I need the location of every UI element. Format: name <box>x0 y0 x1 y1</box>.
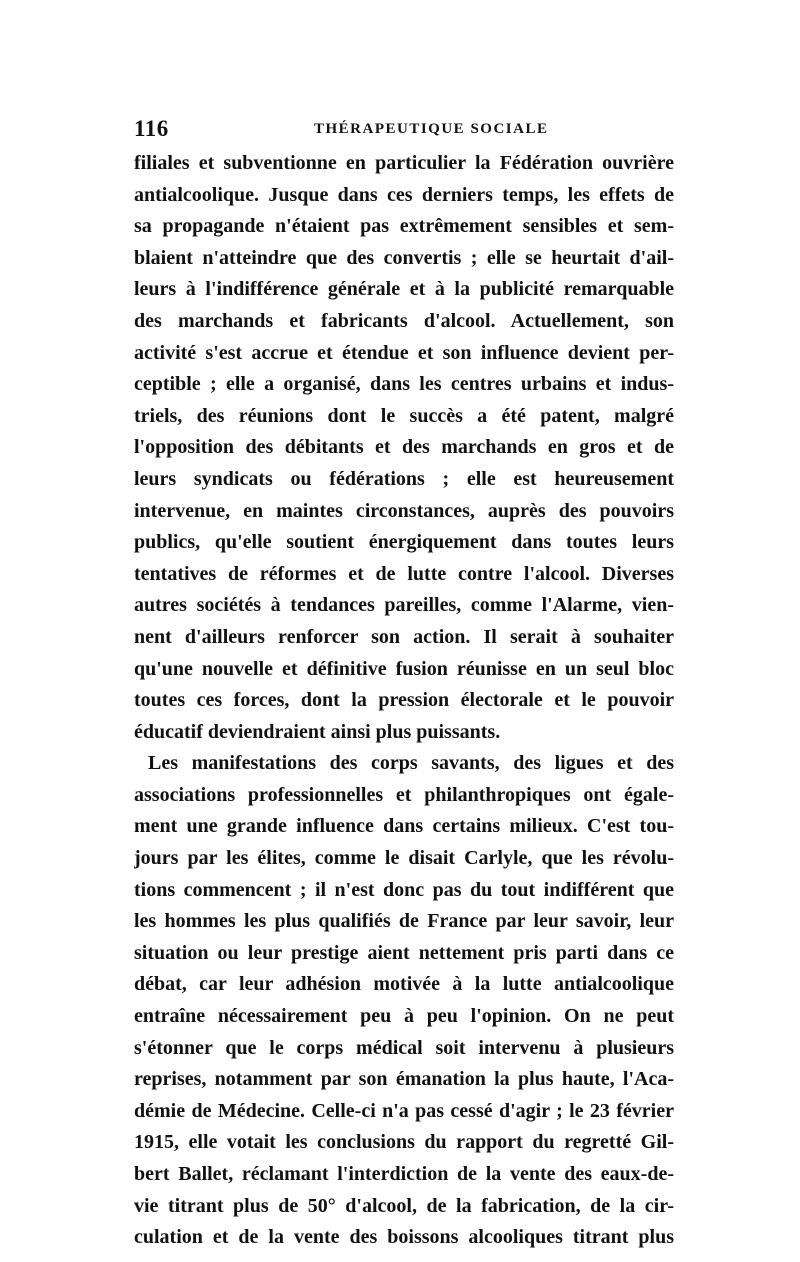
text-line: reprises, notamment par son émanation la plus haute, l'Aca- <box>134 1068 674 1091</box>
text-line: jours par les élites, comme le disait Carlyle, que les révolu- <box>134 847 674 870</box>
text-line: entraîne nécessairement peu à peu l'opinion. On ne peut <box>134 1005 674 1028</box>
text-line: situation ou leur prestige aient nettement pris parti dans ce <box>134 941 674 964</box>
text-line: les hommes les plus qualifiés de France par leur savoir, leur <box>134 910 674 933</box>
text-line: culation et de la vente des boissons alcooliques titrant plus <box>134 1226 674 1249</box>
text-line: qu'une nouvelle et définitive fusion réunisse en un seul bloc <box>134 657 674 680</box>
text-line: antialcoolique. Jusque dans ces derniers temps, les effets de <box>134 183 674 206</box>
text-line: activité s'est accrue et étendue et son influence devient per- <box>134 341 674 364</box>
text-line: nent d'ailleurs renforcer son action. Il serait à souhaiter <box>134 625 674 648</box>
text-line: leurs syndicats ou fédérations ; elle est heureusement <box>134 467 674 490</box>
text-line: ceptible ; elle a organisé, dans les centres urbains et indus- <box>134 373 674 396</box>
text-line: l'opposition des débitants et des marchands en gros et de <box>134 436 674 459</box>
text-line: sa propagande n'étaient pas extrêmement sensibles et sem- <box>134 215 674 238</box>
text-line: tentatives de réformes et de lutte contre l'alcool. Diverses <box>134 562 674 585</box>
text-line: intervenue, en maintes circonstances, auprès des pouvoirs <box>134 499 674 522</box>
text-line: leurs à l'indifférence générale et à la publicité remarquable <box>134 278 674 301</box>
running-header <box>134 116 674 144</box>
text-line: publics, qu'elle soutient énergiquement dans toutes leurs <box>134 531 674 554</box>
text-line: bert Ballet, réclamant l'interdiction de la vente des eaux-de- <box>134 1163 674 1185</box>
page-number: 116 <box>134 116 169 141</box>
text-line: filiales et subventionne en particulier la Fédération ouvrière <box>134 152 674 174</box>
text-line: 1915, elle votait les conclusions du rapport du regretté Gil- <box>134 1131 674 1154</box>
text-line: vie titrant plus de 50° d'alcool, de la fabrication, de la cir- <box>134 1194 674 1217</box>
text-line: Les manifestations des corps savants, des ligues et des <box>148 752 674 775</box>
text-line: démie de Médecine. Celle-ci n'a pas cessé d'agir ; le 23 février <box>134 1099 674 1122</box>
text-line: tions commencent ; il n'est donc pas du tout indifférent que <box>134 878 674 901</box>
text-line: s'étonner que le corps médical soit intervenu à plusieurs <box>134 1036 674 1059</box>
text-line: éducatif deviendraient ainsi plus puissants. <box>134 720 501 743</box>
text-line: toutes ces forces, dont la pression électorale et le pouvoir <box>134 689 674 712</box>
text-line: ment une grande influence dans certains milieux. C'est tou- <box>134 815 674 838</box>
text-line: autres sociétés à tendances pareilles, comme l'Alarme, vien- <box>134 594 674 617</box>
text-line: blaient n'atteindre que des convertis ; elle se heurtait d'ail- <box>134 246 674 269</box>
text-line: des marchands et fabricants d'alcool. Actuellement, son <box>134 309 674 332</box>
body-text <box>134 148 674 1254</box>
text-line: débat, car leur adhésion motivée à la lutte antialcoolique <box>134 973 674 996</box>
text-line: triels, des réunions dont le succès a été patent, malgré <box>134 404 674 427</box>
text-line: associations professionnelles et philanthropiques ont égale- <box>134 783 674 806</box>
running-title: THÉRAPEUTIQUE SOCIALE <box>314 121 549 137</box>
